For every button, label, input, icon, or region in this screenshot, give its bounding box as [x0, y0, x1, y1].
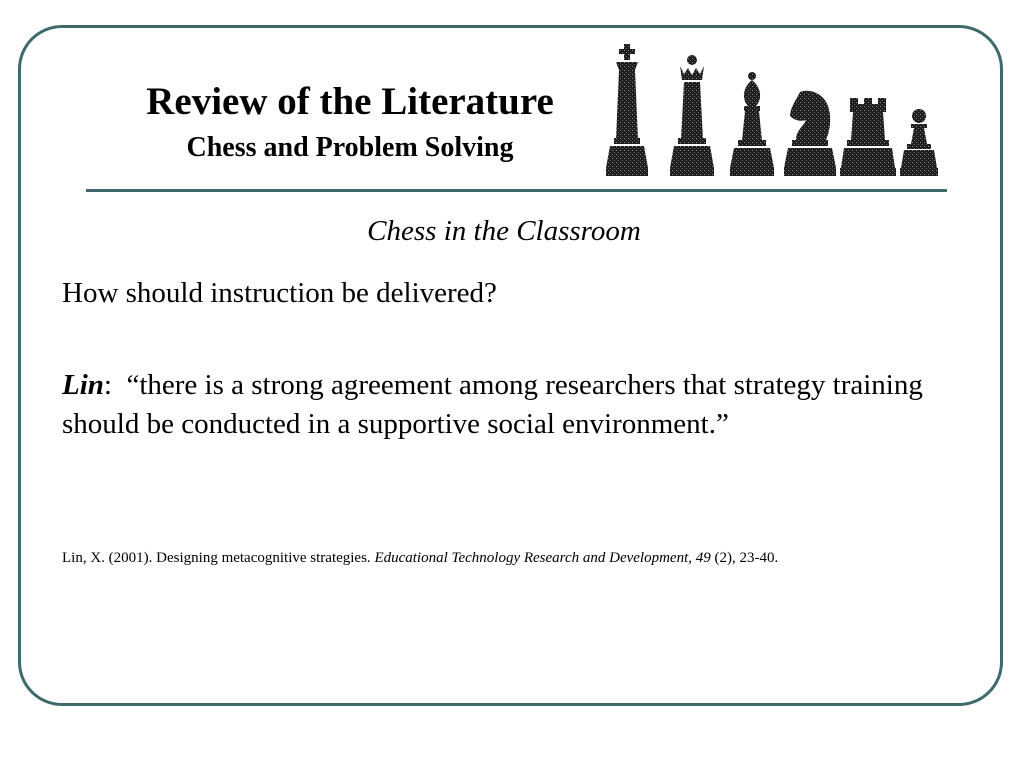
- citation: [62, 548, 778, 568]
- quote-author: Lin: [62, 369, 104, 401]
- knight-icon: [784, 91, 836, 176]
- pawn-icon: [900, 109, 938, 176]
- section-heading: Chess in the Classroom: [367, 215, 641, 247]
- citation-journal: Educational Technology Research and Development, 49: [374, 550, 711, 566]
- slide-subtitle: Chess and Problem Solving: [186, 132, 514, 163]
- slide-title: Review of the Literature: [146, 80, 554, 123]
- quote-separator: :: [103, 369, 112, 401]
- chess-pieces-illustration: [604, 42, 944, 182]
- citation-issue-pages: (2), 23-40.: [714, 550, 779, 566]
- king-icon: [606, 44, 648, 176]
- citation-authors-title: Lin, X. (2001). Designing metacognitive strategies.: [62, 550, 371, 566]
- quote-text: “there is a strong agreement among researchers that strategy training should be conducted in a supportive social environment.”: [62, 369, 923, 440]
- bishop-icon: [730, 72, 774, 176]
- quote-paragraph: [62, 366, 982, 444]
- rook-icon: [840, 98, 896, 176]
- queen-icon: [670, 55, 714, 176]
- title-divider: [86, 189, 947, 192]
- question-text: How should instruction be delivered?: [62, 277, 497, 309]
